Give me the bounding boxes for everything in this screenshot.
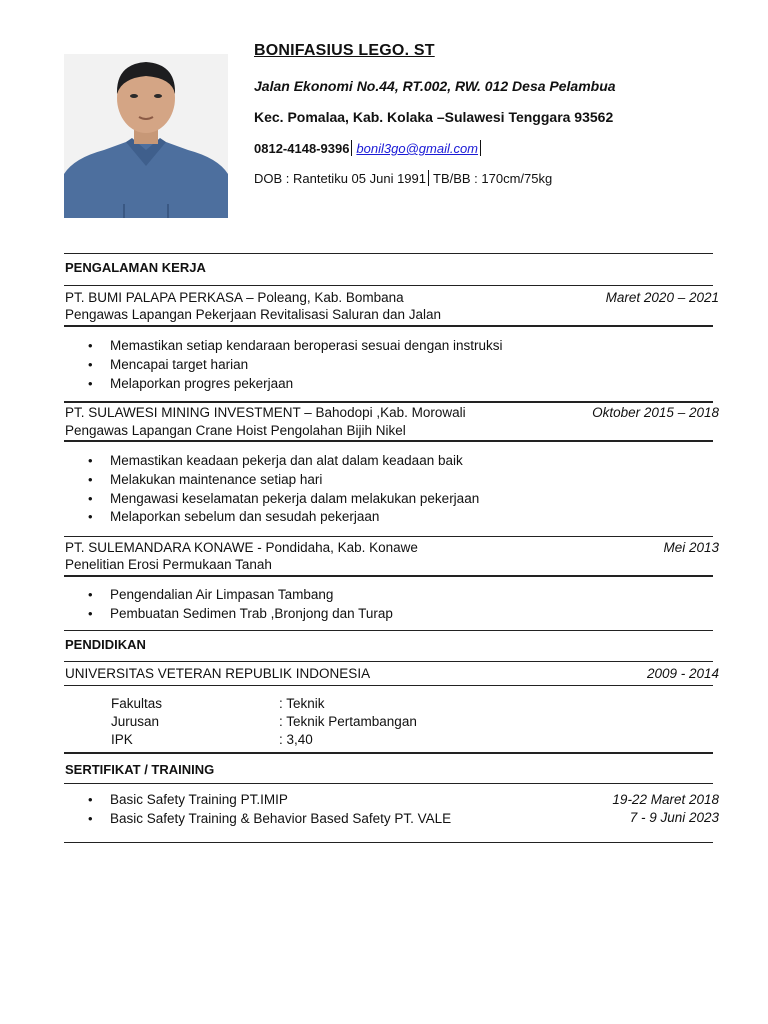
list-item: • Mencapai target harian — [88, 356, 502, 375]
education-details — [111, 695, 417, 749]
section-heading-education: PENDIDIKAN — [65, 637, 146, 652]
job-period: Mei 2013 — [663, 540, 719, 555]
job-company: PT. SULAWESI MINING INVESTMENT – Bahodopi ,Kab. Morowali — [65, 405, 466, 420]
dob: DOB : Rantetiku 05 Juni 1991 — [254, 171, 426, 186]
training-list — [88, 791, 451, 829]
candidate-name: BONIFASIUS LEGO. ST — [254, 42, 435, 59]
contact-line — [254, 140, 485, 156]
divider — [64, 401, 713, 403]
divider — [64, 783, 713, 784]
education-value: : Teknik Pertambangan — [279, 714, 417, 729]
divider — [64, 325, 713, 327]
education-label: IPK — [111, 732, 133, 747]
list-item: • Melaporkan sebelum dan sesudah pekerjaan — [88, 508, 479, 527]
job-role: Penelitian Erosi Permukaan Tanah — [65, 557, 272, 572]
address-line-1: Jalan Ekonomi No.44, RT.002, RW. 012 Desa Pelambua — [254, 78, 616, 94]
list-item: • Melaporkan progres pekerjaan — [88, 375, 502, 394]
separator — [428, 170, 429, 186]
divider — [64, 285, 713, 286]
job-period: Oktober 2015 – 2018 — [592, 405, 719, 420]
divider — [64, 685, 713, 686]
list-item: • Basic Safety Training & Behavior Based Safety PT. VALE — [88, 810, 451, 829]
list-item: • Mengawasi keselamatan pekerja dalam melakukan pekerjaan — [88, 490, 479, 509]
education-label: Fakultas — [111, 696, 163, 711]
list-item: • Memastikan keadaan pekerja dan alat dalam keadaan baik — [88, 452, 479, 471]
training-date: 19-22 Maret 2018 — [612, 792, 719, 807]
education-value: : 3,40 — [279, 732, 313, 747]
list-item: • Melakukan maintenance setiap hari — [88, 471, 479, 490]
job-duties-list — [88, 337, 502, 393]
list-item: • Memastikan setiap kendaraan beroperasi sesuai dengan instruksi — [88, 337, 502, 356]
school-name: UNIVERSITAS VETERAN REPUBLIK INDONESIA — [65, 666, 371, 681]
job-duties-list — [88, 452, 479, 527]
separator — [351, 140, 352, 156]
section-heading-experience: PENGALAMAN KERJA — [65, 260, 206, 275]
school-period: 2009 - 2014 — [646, 666, 719, 681]
job-duties-list — [88, 586, 393, 624]
address-line-2: Kec. Pomalaa, Kab. Kolaka –Sulawesi Tenggara 93562 — [254, 109, 614, 125]
portrait-image — [64, 54, 228, 218]
education-row — [111, 731, 417, 749]
divider — [64, 440, 713, 442]
education-label: Jurusan — [111, 714, 160, 729]
divider — [64, 661, 713, 662]
divider — [64, 752, 713, 754]
divider — [64, 253, 713, 254]
job-company: PT. BUMI PALAPA PERKASA – Poleang, Kab. Bombana — [65, 290, 404, 305]
job-role: Pengawas Lapangan Pekerjaan Revitalisasi Saluran dan Jalan — [65, 307, 442, 322]
job-role: Pengawas Lapangan Crane Hoist Pengolahan Bijih Nikel — [65, 423, 406, 438]
dob-line — [254, 170, 552, 186]
divider — [64, 842, 713, 843]
job-company: PT. SULEMANDARA KONAWE - Pondidaha, Kab. Konawe — [65, 540, 418, 555]
education-row — [111, 695, 417, 713]
list-item: • Basic Safety Training PT.IMIP — [88, 791, 451, 810]
divider — [64, 536, 713, 537]
job-period: Maret 2020 – 2021 — [605, 290, 719, 305]
divider — [64, 575, 713, 577]
education-value: : Teknik — [279, 696, 325, 711]
profile-photo — [64, 54, 228, 218]
divider — [64, 630, 713, 631]
list-item: • Pengendalian Air Limpasan Tambang — [88, 586, 393, 605]
separator — [480, 140, 481, 156]
email-link[interactable]: bonil3go@gmail.com — [356, 141, 479, 156]
list-item: • Pembuatan Sedimen Trab ,Bronjong dan Turap — [88, 605, 393, 624]
education-row — [111, 713, 417, 731]
phone-number: 0812-4148-9396 — [254, 141, 350, 156]
section-heading-training: SERTIFIKAT / TRAINING — [65, 762, 215, 777]
training-date: 7 - 9 Juni 2023 — [629, 810, 719, 825]
height-weight: TB/BB : 170cm/75kg — [433, 171, 553, 186]
